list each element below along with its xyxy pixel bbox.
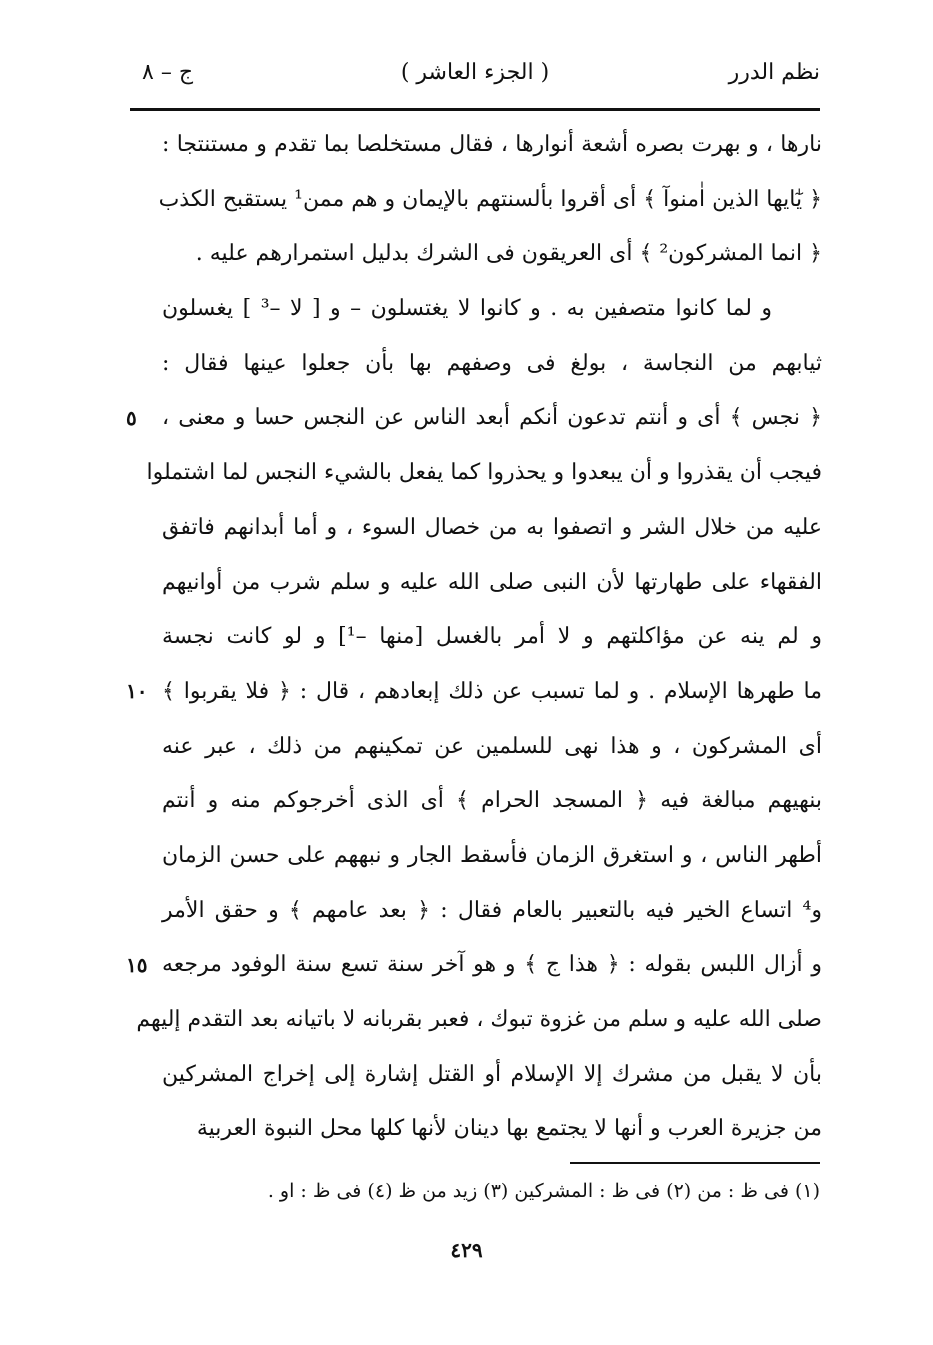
running-header bbox=[130, 58, 820, 98]
footnotes: (١) فى ظ : من (٢) فى ظ : المشركين (٣) زيد من ظ (٤) فى ظ : او . bbox=[267, 1180, 820, 1202]
volume-label: ج – ٨ bbox=[142, 60, 194, 85]
text-line: ﴿ يٰٓايها الذين اٰمنوآ ﴾ أى أقروا بألسنتهم بالإيمان و هم ممن¹ يستقبح الكذب bbox=[158, 186, 822, 212]
line-number: ١٥ bbox=[126, 952, 148, 977]
book-title: نظم الدرر bbox=[728, 60, 820, 85]
text-line: نارها ، و بهرت بصره أشعة أنوارها ، فقال مستخلصا بما تقدم و مستنتجا : bbox=[162, 132, 822, 157]
text-line: ﴿ انما المشركون² ﴾ أى العريقون فى الشرك بدليل استمرارهم عليه . bbox=[195, 241, 822, 267]
header-rule bbox=[130, 108, 820, 111]
page-number: ٤٢٩ bbox=[450, 1238, 483, 1262]
text-line: أطهر الناس ، و استغرق الزمان فأسقط الجار و نبههم على حسن الزمان bbox=[162, 842, 822, 868]
text-line: و لما كانوا متصفين به . و كانوا لا يغتسلون – و [ لا –³ ] يغسلون bbox=[162, 296, 772, 322]
text-line: و أزال اللبس بقوله : ﴿ هذا ج ﴾ و هو آخر سنة تسع سنة الوفود مرجعه bbox=[162, 952, 822, 978]
line-number: ٥ bbox=[126, 405, 137, 430]
text-line: ثيابهم من النجاسة ، بولغ فى وصفهم بها بأن جعلوا عينها فقال : bbox=[162, 350, 822, 376]
line-number: ١٠ bbox=[126, 679, 148, 703]
text-line: بنهيهم مبالغة فيه ﴿ المسجد الحرام ﴾ أى الذى أخرجوكم منه و أنتم bbox=[162, 788, 822, 814]
text-line: ﴿ نجس ﴾ أى و أنتم تدعون أنكم أبعد الناس عن النجس حسا و معنى ، bbox=[162, 405, 822, 431]
text-line: بأن لا يقبل من مشرك إلا الإسلام أو القتل إشارة إلى إخراج المشركين bbox=[162, 1061, 822, 1087]
text-line: صلى الله عليه و سلم من غزوة تبوك ، فعبر بقربانه لا باتيانه بعد التقدم إليهم bbox=[136, 1007, 822, 1032]
text-line: من جزيرة العرب و أنها لا يجتمع بها دينان لأنها كلها محل النبوة العربية bbox=[196, 1116, 822, 1142]
part-label: ( الجزء العاشر ) bbox=[400, 60, 550, 85]
text-line: الفقهاء على طهارتها لأن النبى صلى الله عليه و سلم شرب من أوانيهم bbox=[162, 569, 822, 595]
text-line: عليه من خلال الشر و اتصفوا به من خصال السوء ، و أما أبدانهم فاتفق bbox=[162, 514, 822, 540]
footnote-rule bbox=[570, 1162, 820, 1164]
text-line: ما طهرها الإسلام . و لما تسبب عن ذلك إبعادهم ، قال : ﴿ فلا يقربوا ﴾ bbox=[162, 678, 822, 704]
text-line: و⁴ اتساع الخير فيه بالتعبير بالعام فقال : ﴿ بعد عامهم ﴾ و حقق الأمر bbox=[162, 897, 822, 923]
text-line: فيجب أن يقذروا و أن يبعدوا و يحذروا كما يفعل بالشيء النجس لما اشتملوا bbox=[146, 460, 822, 486]
text-line: أى المشركون ، و هذا نهى للسلمين عن تمكينهم من ذلك ، عبر عنه bbox=[162, 733, 822, 759]
text-line: و لم ينه عن مؤاكلتهم و لا أمر بالغسل [منها –¹] و لو كانت نجسة bbox=[162, 624, 822, 650]
